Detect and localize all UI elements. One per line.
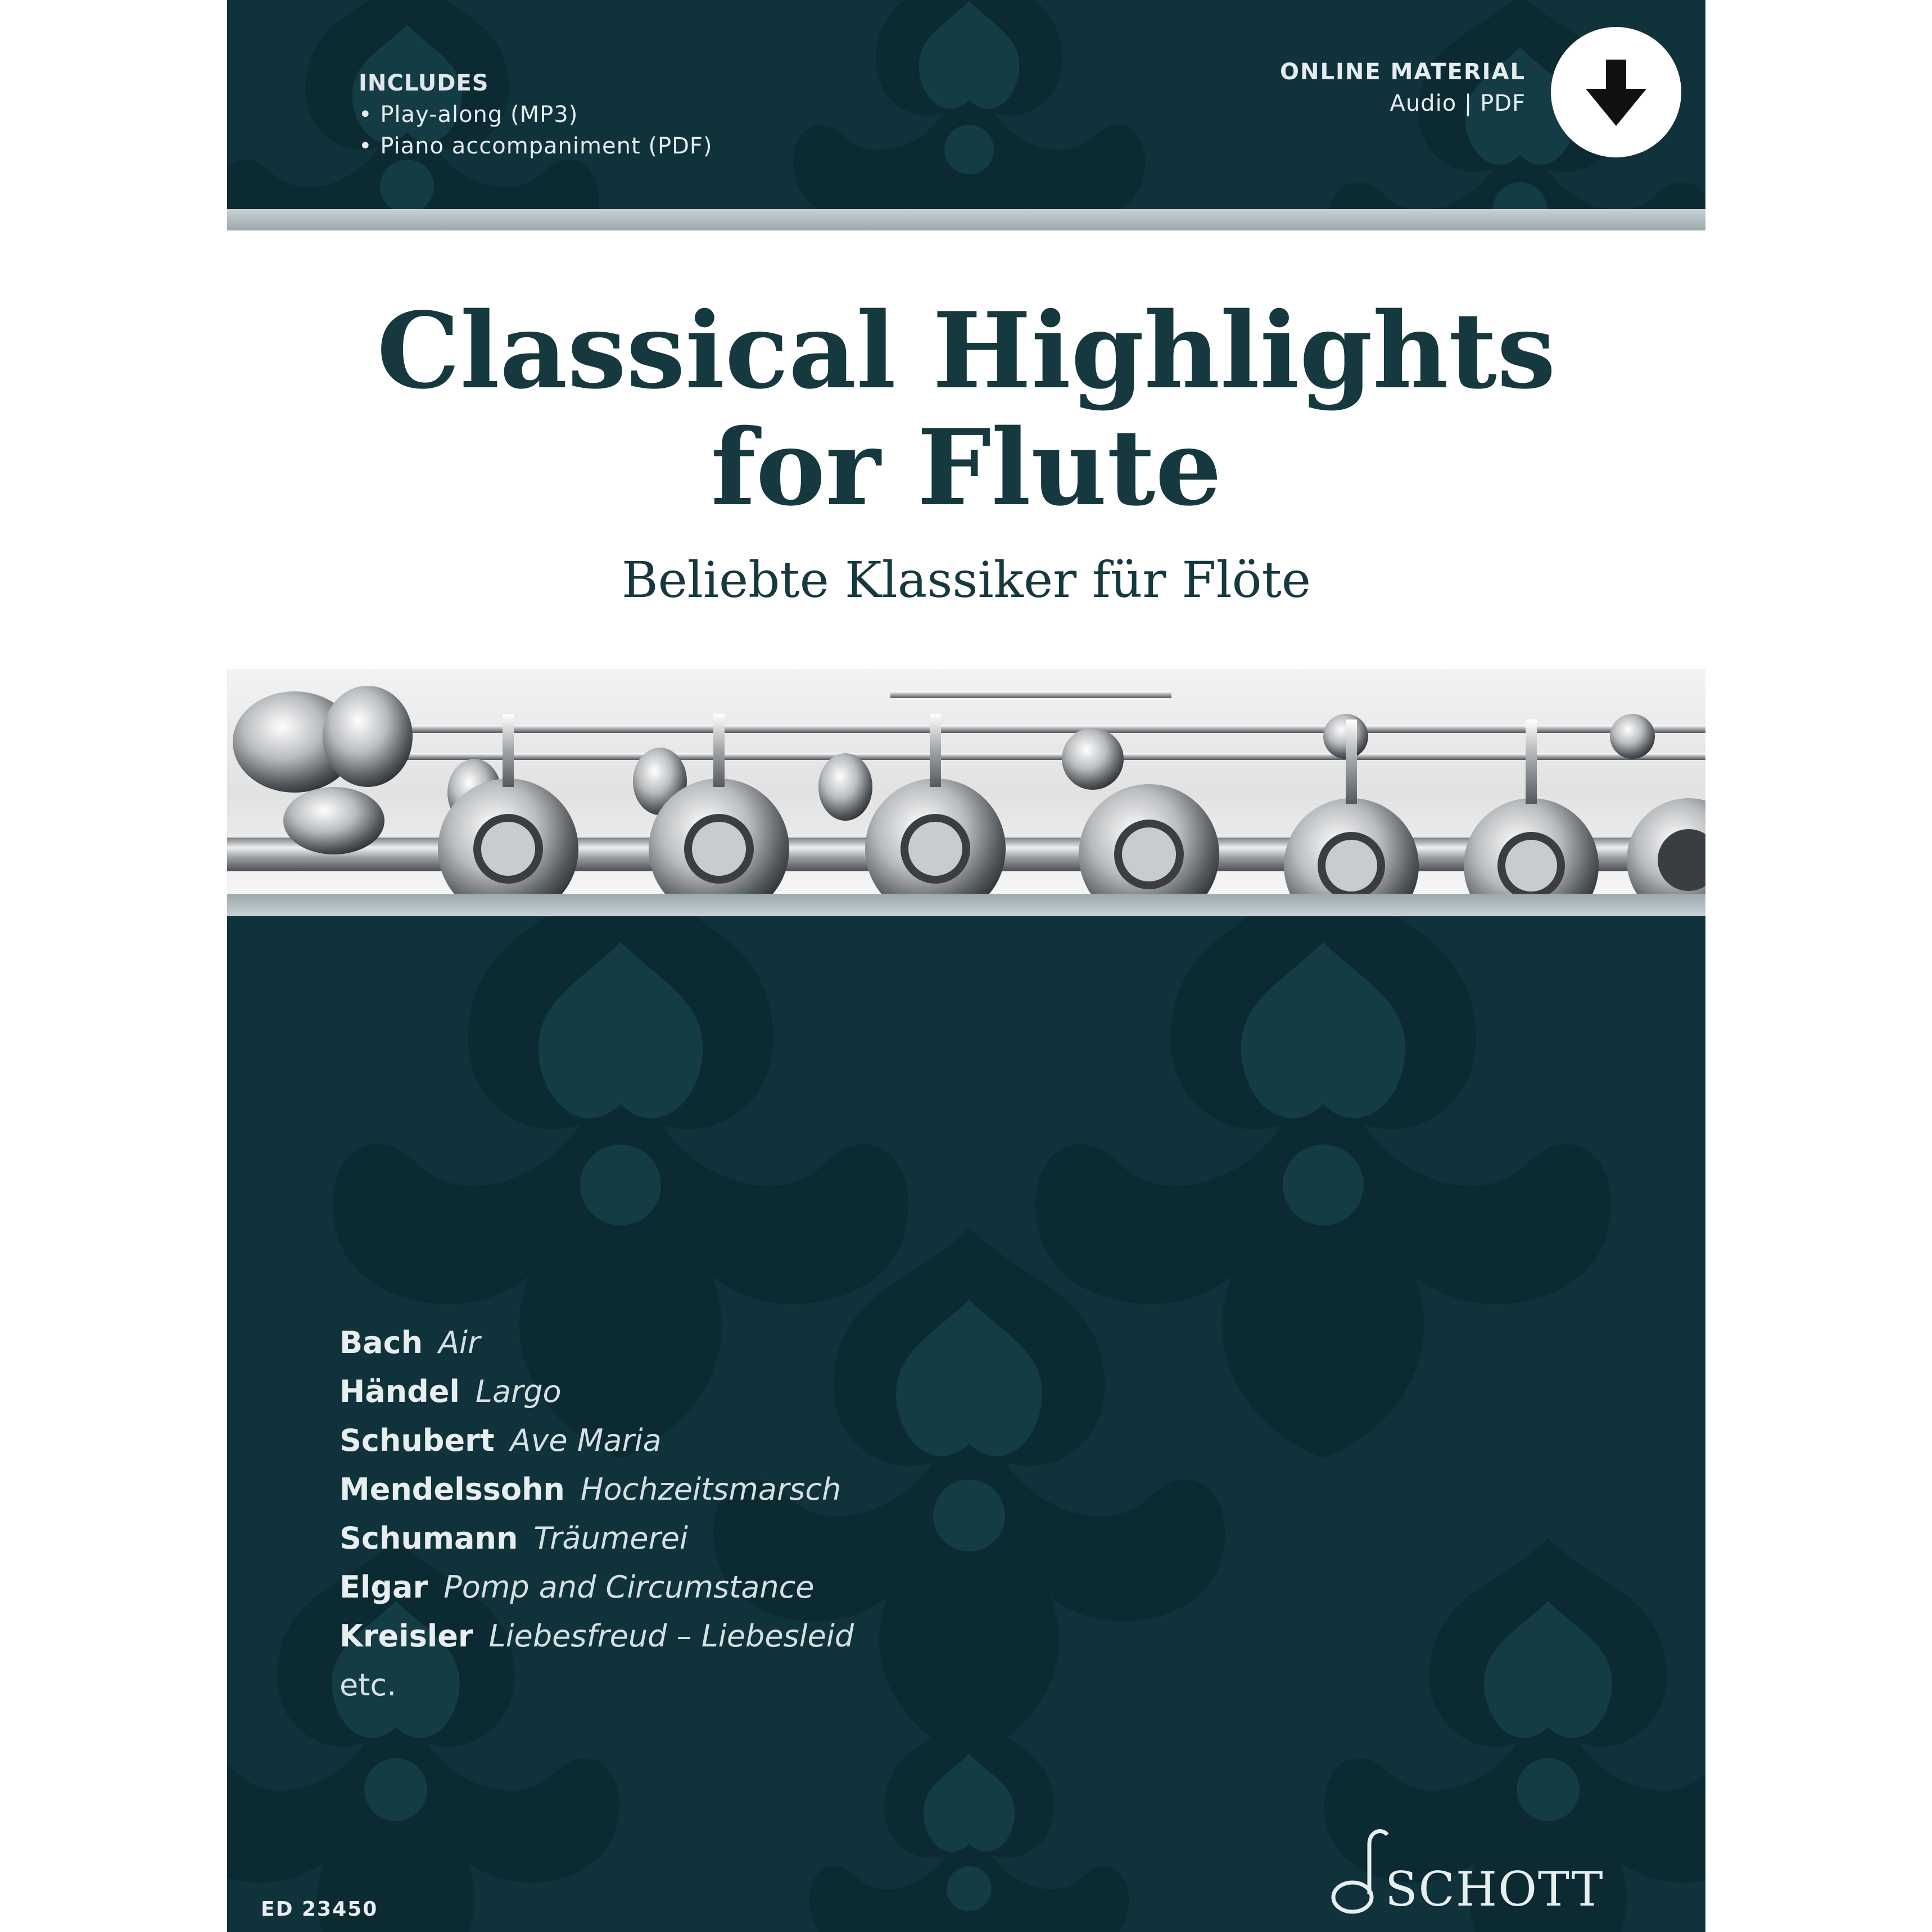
flute-keys-image <box>227 669 1705 894</box>
music-note-logo <box>1329 1827 1391 1917</box>
includes-heading: INCLUDES <box>359 70 489 96</box>
contents-row <box>340 1465 854 1514</box>
composer-name: Mendelssohn <box>340 1472 565 1507</box>
contents-row <box>340 1416 854 1465</box>
title-line-2: for Flute <box>711 406 1222 529</box>
piece-title: Träumerei <box>533 1521 688 1556</box>
includes-list <box>359 67 712 162</box>
piece-title: Largo <box>475 1374 562 1409</box>
composer-name: Bach <box>340 1325 423 1360</box>
piece-title: Ave Maria <box>510 1423 662 1458</box>
contents-row <box>340 1563 854 1612</box>
title-line-1: Classical Highlights <box>377 289 1556 412</box>
composer-name: Schubert <box>340 1423 495 1458</box>
online-material-formats: Audio | PDF <box>1390 91 1526 116</box>
band-rule-bottom <box>227 894 1705 916</box>
edition-number: ED 23450 <box>261 1898 378 1921</box>
composer-name: Händel <box>340 1374 460 1409</box>
contents-row <box>340 1318 854 1367</box>
contents-row <box>340 1367 854 1416</box>
piece-title: Hochzeitsmarsch <box>580 1472 841 1507</box>
composer-name: Kreisler <box>340 1618 473 1654</box>
publisher-logo <box>1329 1827 1677 1917</box>
composer-name: Schumann <box>340 1521 518 1556</box>
download-arrow-icon <box>1551 27 1681 157</box>
composer-name: Elgar <box>340 1569 428 1605</box>
book-subtitle: Beliebte Klassiker für Flöte <box>621 551 1311 609</box>
piece-title: Pomp and Circumstance <box>444 1569 815 1605</box>
includes-item: • Play-along (MP3) <box>359 99 712 130</box>
online-material-heading: ONLINE MATERIAL <box>1280 59 1526 85</box>
online-material-label <box>1280 56 1526 119</box>
book-cover <box>227 0 1705 1932</box>
band-rule-top <box>227 209 1705 230</box>
includes-item: • Piano accompaniment (PDF) <box>359 130 712 162</box>
piece-title: Liebesfreud – Liebesleid <box>488 1618 854 1654</box>
piece-title: Air <box>438 1325 481 1360</box>
contents-list <box>340 1318 854 1709</box>
contents-row <box>340 1612 854 1660</box>
contents-row <box>340 1514 854 1563</box>
publisher-name: SCHOTT <box>1385 1862 1604 1917</box>
book-title <box>227 289 1705 529</box>
contents-more: etc. <box>340 1667 397 1703</box>
